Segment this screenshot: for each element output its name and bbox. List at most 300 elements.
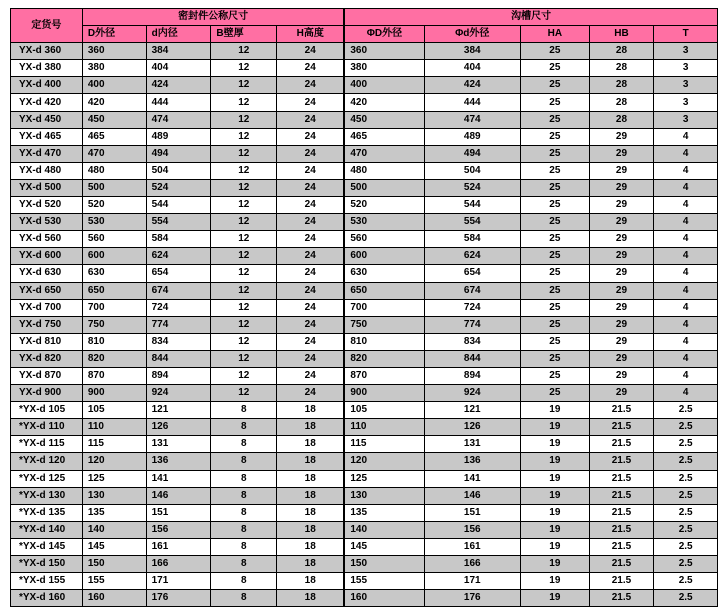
table-cell: 470 <box>344 145 424 162</box>
table-cell: 29 <box>589 128 654 145</box>
table-cell: 2.5 <box>654 556 718 573</box>
table-cell: 12 <box>211 111 277 128</box>
table-cell: 25 <box>521 299 590 316</box>
table-cell: 3 <box>654 77 718 94</box>
table-cell: 8 <box>211 436 277 453</box>
table-cell: 120 <box>344 453 424 470</box>
table-cell: 25 <box>521 94 590 111</box>
table-cell: 2.5 <box>654 504 718 521</box>
table-cell: 25 <box>521 231 590 248</box>
table-row <box>11 214 718 231</box>
cell-order-code: YX-d 470 <box>11 145 83 162</box>
header-code: 定货号 <box>11 9 83 43</box>
table-cell: 161 <box>146 538 211 555</box>
table-cell: 584 <box>424 231 521 248</box>
table-row <box>11 60 718 77</box>
table-cell: 500 <box>82 179 146 196</box>
table-cell: 156 <box>424 521 521 538</box>
table-cell: 844 <box>424 350 521 367</box>
table-cell: 156 <box>146 521 211 538</box>
table-cell: 404 <box>424 60 521 77</box>
table-cell: 474 <box>424 111 521 128</box>
table-cell: 450 <box>344 111 424 128</box>
table-row <box>11 248 718 265</box>
header-row-columns <box>11 26 718 43</box>
table-cell: 121 <box>424 402 521 419</box>
table-cell: 544 <box>424 197 521 214</box>
table-row <box>11 145 718 162</box>
table-cell: 3 <box>654 43 718 60</box>
table-cell: 4 <box>654 299 718 316</box>
table-cell: 141 <box>424 470 521 487</box>
table-cell: 384 <box>424 43 521 60</box>
cell-order-code: YX-d 630 <box>11 265 83 282</box>
table-cell: 24 <box>277 214 345 231</box>
table-cell: 12 <box>211 299 277 316</box>
table-cell: 29 <box>589 385 654 402</box>
table-cell: 19 <box>521 521 590 538</box>
table-row <box>11 128 718 145</box>
table-cell: 21.5 <box>589 470 654 487</box>
table-cell: 12 <box>211 385 277 402</box>
table-cell: 2.5 <box>654 436 718 453</box>
table-cell: 18 <box>277 521 345 538</box>
table-cell: 624 <box>424 248 521 265</box>
table-cell: 4 <box>654 367 718 384</box>
table-cell: 624 <box>146 248 211 265</box>
table-cell: 151 <box>424 504 521 521</box>
table-cell: 18 <box>277 504 345 521</box>
table-cell: 24 <box>277 179 345 196</box>
table-cell: 360 <box>344 43 424 60</box>
table-row <box>11 333 718 350</box>
table-cell: 161 <box>424 538 521 555</box>
table-cell: 24 <box>277 231 345 248</box>
table-cell: 25 <box>521 128 590 145</box>
table-cell: 844 <box>146 350 211 367</box>
table-cell: 4 <box>654 128 718 145</box>
table-cell: 105 <box>344 402 424 419</box>
table-cell: 18 <box>277 470 345 487</box>
table-cell: 820 <box>344 350 424 367</box>
table-cell: 110 <box>82 419 146 436</box>
table-cell: 155 <box>344 573 424 590</box>
table-cell: 12 <box>211 197 277 214</box>
cell-order-code: *YX-d 120 <box>11 453 83 470</box>
table-cell: 115 <box>344 436 424 453</box>
table-cell: 12 <box>211 282 277 299</box>
table-cell: 2.5 <box>654 453 718 470</box>
table-cell: 424 <box>146 77 211 94</box>
cell-order-code: *YX-d 140 <box>11 521 83 538</box>
table-cell: 774 <box>424 316 521 333</box>
table-cell: 25 <box>521 197 590 214</box>
cell-order-code: YX-d 400 <box>11 77 83 94</box>
table-cell: 12 <box>211 248 277 265</box>
table-row <box>11 556 718 573</box>
table-cell: 400 <box>344 77 424 94</box>
cell-order-code: YX-d 480 <box>11 162 83 179</box>
table-cell: 8 <box>211 453 277 470</box>
table-cell: 135 <box>344 504 424 521</box>
table-cell: 136 <box>424 453 521 470</box>
table-cell: 554 <box>424 214 521 231</box>
table-cell: 470 <box>82 145 146 162</box>
table-cell: 894 <box>146 367 211 384</box>
table-row <box>11 282 718 299</box>
table-cell: 25 <box>521 248 590 265</box>
table-cell: 900 <box>82 385 146 402</box>
table-cell: 2.5 <box>654 521 718 538</box>
table-cell: 504 <box>146 162 211 179</box>
table-cell: 12 <box>211 231 277 248</box>
table-cell: 520 <box>344 197 424 214</box>
cell-order-code: YX-d 465 <box>11 128 83 145</box>
cell-order-code: YX-d 810 <box>11 333 83 350</box>
table-cell: 654 <box>424 265 521 282</box>
table-row <box>11 265 718 282</box>
table-cell: 674 <box>146 282 211 299</box>
table-cell: 8 <box>211 538 277 555</box>
table-cell: 25 <box>521 333 590 350</box>
table-cell: 4 <box>654 333 718 350</box>
table-cell: 18 <box>277 453 345 470</box>
table-cell: 380 <box>344 60 424 77</box>
table-cell: 4 <box>654 162 718 179</box>
table-cell: 28 <box>589 43 654 60</box>
table-row <box>11 43 718 60</box>
table-cell: 4 <box>654 197 718 214</box>
table-cell: 18 <box>277 590 345 607</box>
table-cell: 924 <box>146 385 211 402</box>
table-cell: 384 <box>146 43 211 60</box>
table-cell: 2.5 <box>654 402 718 419</box>
table-cell: 21.5 <box>589 419 654 436</box>
table-cell: 18 <box>277 402 345 419</box>
table-cell: 12 <box>211 162 277 179</box>
cell-order-code: YX-d 500 <box>11 179 83 196</box>
table-cell: 360 <box>82 43 146 60</box>
table-cell: 171 <box>424 573 521 590</box>
cell-order-code: *YX-d 145 <box>11 538 83 555</box>
header-col-hb: HB <box>589 26 654 43</box>
table-cell: 894 <box>424 367 521 384</box>
table-cell: 700 <box>344 299 424 316</box>
table-cell: 4 <box>654 316 718 333</box>
table-cell: 176 <box>424 590 521 607</box>
table-cell: 420 <box>344 94 424 111</box>
table-cell: 2.5 <box>654 470 718 487</box>
header-col-groove-outer: ΦD外径 <box>344 26 424 43</box>
table-cell: 18 <box>277 436 345 453</box>
table-row <box>11 197 718 214</box>
table-cell: 480 <box>82 162 146 179</box>
cell-order-code: YX-d 520 <box>11 197 83 214</box>
table-cell: 834 <box>424 333 521 350</box>
table-row <box>11 231 718 248</box>
table-cell: 136 <box>146 453 211 470</box>
table-cell: 19 <box>521 538 590 555</box>
table-row <box>11 385 718 402</box>
cell-order-code: YX-d 560 <box>11 231 83 248</box>
table-cell: 12 <box>211 43 277 60</box>
table-cell: 171 <box>146 573 211 590</box>
table-cell: 12 <box>211 316 277 333</box>
table-cell: 474 <box>146 111 211 128</box>
table-cell: 126 <box>146 419 211 436</box>
table-cell: 146 <box>424 487 521 504</box>
table-cell: 160 <box>344 590 424 607</box>
header-col-wall-thickness: B壁厚 <box>211 26 277 43</box>
table-cell: 8 <box>211 402 277 419</box>
table-cell: 135 <box>82 504 146 521</box>
cell-order-code: *YX-d 155 <box>11 573 83 590</box>
table-cell: 24 <box>277 43 345 60</box>
table-cell: 724 <box>424 299 521 316</box>
table-cell: 560 <box>344 231 424 248</box>
table-cell: 24 <box>277 367 345 384</box>
table-cell: 105 <box>82 402 146 419</box>
table-cell: 12 <box>211 94 277 111</box>
table-cell: 21.5 <box>589 402 654 419</box>
table-cell: 19 <box>521 487 590 504</box>
table-row <box>11 94 718 111</box>
table-cell: 494 <box>146 145 211 162</box>
table-cell: 530 <box>344 214 424 231</box>
table-cell: 25 <box>521 77 590 94</box>
table-cell: 12 <box>211 333 277 350</box>
table-cell: 12 <box>211 145 277 162</box>
table-cell: 130 <box>344 487 424 504</box>
table-cell: 444 <box>424 94 521 111</box>
table-cell: 18 <box>277 573 345 590</box>
header-col-groove-inner: Φd外径 <box>424 26 521 43</box>
table-cell: 25 <box>521 111 590 128</box>
table-row <box>11 77 718 94</box>
cell-order-code: YX-d 600 <box>11 248 83 265</box>
table-cell: 131 <box>146 436 211 453</box>
table-cell: 155 <box>82 573 146 590</box>
table-cell: 25 <box>521 43 590 60</box>
table-cell: 25 <box>521 367 590 384</box>
table-cell: 19 <box>521 436 590 453</box>
table-cell: 24 <box>277 162 345 179</box>
table-row <box>11 316 718 333</box>
table-cell: 125 <box>344 470 424 487</box>
table-cell: 24 <box>277 60 345 77</box>
table-cell: 650 <box>344 282 424 299</box>
table-row <box>11 179 718 196</box>
spec-table-body <box>11 43 718 607</box>
table-cell: 24 <box>277 77 345 94</box>
table-row <box>11 573 718 590</box>
table-cell: 584 <box>146 231 211 248</box>
table-cell: 24 <box>277 111 345 128</box>
table-cell: 12 <box>211 179 277 196</box>
table-cell: 19 <box>521 453 590 470</box>
table-cell: 12 <box>211 128 277 145</box>
table-cell: 126 <box>424 419 521 436</box>
table-cell: 4 <box>654 145 718 162</box>
table-row <box>11 504 718 521</box>
table-cell: 8 <box>211 590 277 607</box>
table-cell: 554 <box>146 214 211 231</box>
table-cell: 24 <box>277 282 345 299</box>
table-cell: 480 <box>344 162 424 179</box>
table-cell: 19 <box>521 573 590 590</box>
table-cell: 8 <box>211 521 277 538</box>
table-cell: 19 <box>521 556 590 573</box>
table-cell: 146 <box>146 487 211 504</box>
table-row <box>11 521 718 538</box>
table-cell: 25 <box>521 350 590 367</box>
table-cell: 125 <box>82 470 146 487</box>
table-cell: 120 <box>82 453 146 470</box>
table-cell: 504 <box>424 162 521 179</box>
table-cell: 810 <box>82 333 146 350</box>
table-cell: 29 <box>589 162 654 179</box>
cell-order-code: YX-d 380 <box>11 60 83 77</box>
table-cell: 110 <box>344 419 424 436</box>
table-cell: 25 <box>521 162 590 179</box>
table-cell: 145 <box>82 538 146 555</box>
table-cell: 21.5 <box>589 504 654 521</box>
table-row <box>11 299 718 316</box>
table-row <box>11 402 718 419</box>
table-cell: 8 <box>211 504 277 521</box>
table-cell: 24 <box>277 299 345 316</box>
table-cell: 4 <box>654 248 718 265</box>
table-cell: 25 <box>521 282 590 299</box>
table-cell: 29 <box>589 179 654 196</box>
table-row <box>11 111 718 128</box>
table-cell: 3 <box>654 60 718 77</box>
table-cell: 21.5 <box>589 590 654 607</box>
table-cell: 29 <box>589 299 654 316</box>
table-cell: 29 <box>589 350 654 367</box>
table-cell: 19 <box>521 504 590 521</box>
table-cell: 700 <box>82 299 146 316</box>
table-cell: 24 <box>277 350 345 367</box>
table-cell: 150 <box>344 556 424 573</box>
table-cell: 150 <box>82 556 146 573</box>
spec-table <box>10 8 718 607</box>
table-cell: 400 <box>82 77 146 94</box>
cell-order-code: *YX-d 105 <box>11 402 83 419</box>
table-cell: 2.5 <box>654 538 718 555</box>
table-cell: 750 <box>344 316 424 333</box>
table-cell: 24 <box>277 316 345 333</box>
cell-order-code: YX-d 900 <box>11 385 83 402</box>
table-cell: 131 <box>424 436 521 453</box>
table-cell: 3 <box>654 94 718 111</box>
table-cell: 18 <box>277 487 345 504</box>
table-cell: 151 <box>146 504 211 521</box>
table-cell: 24 <box>277 265 345 282</box>
table-cell: 140 <box>344 521 424 538</box>
table-cell: 489 <box>146 128 211 145</box>
header-group-groove: 沟槽尺寸 <box>344 9 717 26</box>
table-cell: 141 <box>146 470 211 487</box>
table-row <box>11 436 718 453</box>
table-cell: 450 <box>82 111 146 128</box>
table-cell: 19 <box>521 590 590 607</box>
table-cell: 630 <box>82 265 146 282</box>
cell-order-code: YX-d 700 <box>11 299 83 316</box>
table-cell: 8 <box>211 556 277 573</box>
table-cell: 650 <box>82 282 146 299</box>
table-cell: 29 <box>589 316 654 333</box>
table-cell: 18 <box>277 538 345 555</box>
table-cell: 28 <box>589 60 654 77</box>
table-cell: 24 <box>277 94 345 111</box>
table-cell: 21.5 <box>589 436 654 453</box>
table-cell: 2.5 <box>654 573 718 590</box>
table-cell: 810 <box>344 333 424 350</box>
table-cell: 12 <box>211 214 277 231</box>
table-cell: 19 <box>521 419 590 436</box>
table-cell: 25 <box>521 179 590 196</box>
table-row <box>11 538 718 555</box>
table-cell: 465 <box>82 128 146 145</box>
table-cell: 166 <box>424 556 521 573</box>
table-cell: 8 <box>211 419 277 436</box>
table-cell: 750 <box>82 316 146 333</box>
table-cell: 18 <box>277 419 345 436</box>
table-cell: 420 <box>82 94 146 111</box>
table-cell: 24 <box>277 197 345 214</box>
table-cell: 21.5 <box>589 538 654 555</box>
table-cell: 4 <box>654 231 718 248</box>
table-cell: 465 <box>344 128 424 145</box>
table-cell: 25 <box>521 214 590 231</box>
table-cell: 145 <box>344 538 424 555</box>
table-cell: 8 <box>211 487 277 504</box>
table-cell: 25 <box>521 316 590 333</box>
cell-order-code: *YX-d 130 <box>11 487 83 504</box>
table-cell: 724 <box>146 299 211 316</box>
table-row <box>11 367 718 384</box>
table-cell: 12 <box>211 350 277 367</box>
table-cell: 29 <box>589 265 654 282</box>
table-cell: 19 <box>521 402 590 419</box>
header-col-ha: HA <box>521 26 590 43</box>
header-row-groups <box>11 9 718 26</box>
cell-order-code: YX-d 650 <box>11 282 83 299</box>
table-cell: 21.5 <box>589 487 654 504</box>
table-cell: 29 <box>589 214 654 231</box>
table-cell: 12 <box>211 77 277 94</box>
table-cell: 12 <box>211 367 277 384</box>
cell-order-code: YX-d 420 <box>11 94 83 111</box>
table-row <box>11 350 718 367</box>
table-cell: 24 <box>277 385 345 402</box>
table-cell: 630 <box>344 265 424 282</box>
table-cell: 29 <box>589 145 654 162</box>
table-cell: 900 <box>344 385 424 402</box>
table-cell: 654 <box>146 265 211 282</box>
table-row <box>11 590 718 607</box>
table-cell: 520 <box>82 197 146 214</box>
table-cell: 600 <box>82 248 146 265</box>
table-cell: 25 <box>521 145 590 162</box>
table-cell: 8 <box>211 470 277 487</box>
cell-order-code: YX-d 360 <box>11 43 83 60</box>
table-cell: 18 <box>277 556 345 573</box>
table-cell: 2.5 <box>654 419 718 436</box>
header-col-height: H高度 <box>277 26 345 43</box>
table-cell: 560 <box>82 231 146 248</box>
